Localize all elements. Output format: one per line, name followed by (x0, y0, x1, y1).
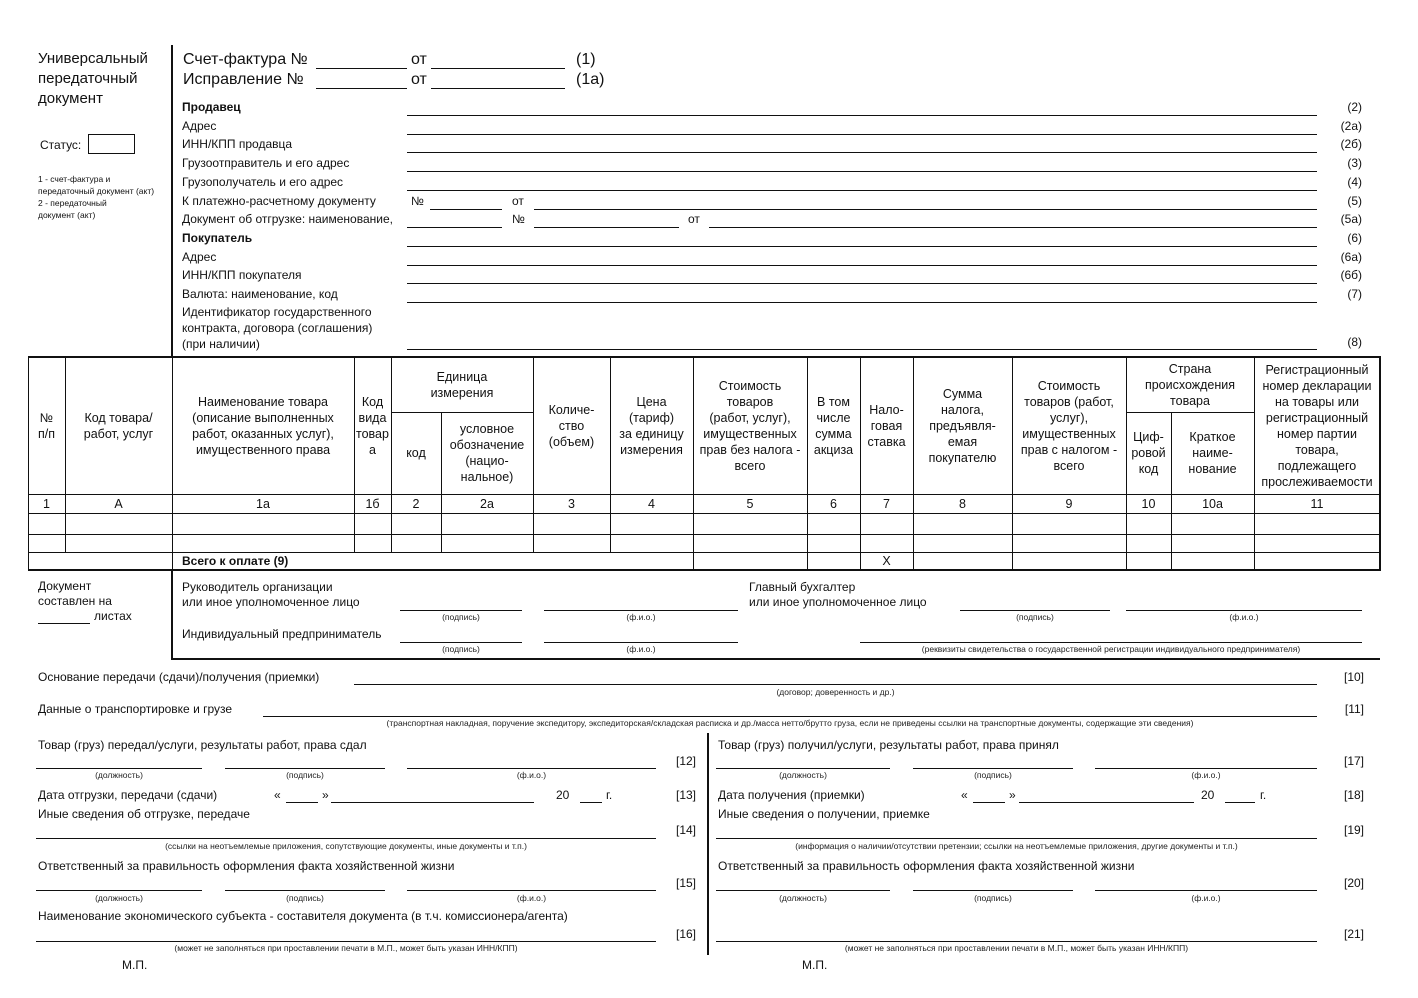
header-tax-rate: Нало- говая ставка (867, 402, 906, 449)
title-line: Универсальный (38, 50, 148, 67)
signatures-bottom-rule (171, 658, 1380, 660)
title-line: документ (38, 90, 103, 107)
hint: (ф.и.о.) (626, 612, 656, 622)
field-label: Грузоотправитель и его адрес (182, 156, 350, 171)
right-ref: [21] (1343, 927, 1364, 941)
basis-label: Основание передачи (сдачи)/получения (приемки) (38, 670, 320, 684)
hint: (реквизиты свидетельства о государственной регистрации индивидуального предпринимателя) (921, 644, 1301, 654)
field-input[interactable] (407, 171, 1317, 172)
header-cost-with-tax: Стоимость товаров (работ, услуг), имущественных прав с налогом - всего (1020, 378, 1118, 473)
year-prefix: 20 (556, 788, 570, 802)
field-input[interactable] (407, 283, 1317, 284)
left-day-field[interactable] (286, 802, 318, 803)
table-cell[interactable] (1172, 535, 1253, 551)
hint: (должность) (779, 893, 827, 903)
head-label (182, 580, 360, 610)
right-ref: [19] (1343, 823, 1364, 837)
table-cell[interactable] (1255, 514, 1379, 533)
correction-number-field[interactable] (316, 88, 407, 89)
ip-label: Индивидуальный предприниматель (182, 627, 382, 641)
from-label: от (512, 193, 524, 208)
shipment-doc-name-field[interactable] (407, 227, 502, 228)
quote-close: » (1009, 788, 1016, 802)
shipment-doc-date-field[interactable] (709, 227, 1317, 228)
table-cell[interactable] (355, 535, 390, 551)
table-cell[interactable] (173, 514, 353, 533)
sheets-count-field[interactable] (38, 611, 90, 624)
field-ref: (2а) (1340, 118, 1362, 133)
left-resp-label: Ответственный за правильность оформления факта хозяйственной жизни (38, 859, 455, 873)
left-ref: [14] (675, 823, 696, 837)
correction-ref: (1а) (576, 71, 605, 88)
signatures-divider (171, 570, 173, 660)
status-note-line: передаточный документ (акт) (38, 186, 155, 196)
head-sign-field[interactable] (400, 610, 522, 611)
table-cell[interactable] (534, 514, 609, 533)
left-ref: [16] (675, 927, 696, 941)
field-label: ИНН/КПП покупателя (182, 268, 302, 283)
field-label: Покупатель (182, 230, 253, 245)
header-product-name: Наименование товара (описание выполненных работ, оказанных услуг), имущественного права (192, 394, 334, 457)
table-cell[interactable] (694, 535, 806, 551)
right-other-field[interactable] (716, 838, 1317, 839)
table-cell[interactable] (1013, 514, 1125, 533)
table-cell[interactable] (392, 535, 440, 551)
year-suffix: г. (606, 788, 613, 802)
field-label: Валюта: наименование, код (182, 287, 338, 301)
header-quantity: Количе- ство (объем) (548, 402, 595, 449)
header-price: Цена (тариф) за единицу измерения (619, 394, 684, 457)
left-other-label: Иные сведения об отгрузке, передаче (38, 807, 250, 821)
left-ref: [13] (675, 788, 696, 802)
basis-field[interactable] (354, 684, 1317, 685)
right-resp-position-field[interactable] (716, 890, 890, 891)
year-prefix: 20 (1201, 788, 1215, 802)
chief-fio-field[interactable] (1126, 610, 1362, 611)
gov-id-ref: (8) (1347, 335, 1362, 349)
left-other-field[interactable] (36, 838, 656, 839)
table-cell[interactable] (442, 535, 532, 551)
table-cell[interactable] (392, 514, 440, 533)
field-label: ИНН/КПП продавца (182, 137, 293, 152)
status-input[interactable] (88, 134, 135, 154)
table-cell[interactable] (66, 514, 171, 533)
invoice-number-field[interactable] (316, 68, 407, 69)
column-number: 1б (365, 496, 380, 511)
right-ref: [18] (1343, 788, 1364, 802)
status-note (38, 173, 154, 221)
transport-ref: [11] (1344, 702, 1364, 716)
column-number: 4 (648, 496, 655, 511)
field-ref: (2) (1347, 100, 1362, 114)
chief-sign-field[interactable] (960, 610, 1110, 611)
quote-open: « (274, 788, 281, 802)
field-ref: (6а) (1340, 249, 1362, 264)
total-label: Всего к оплате (9) (182, 554, 289, 568)
field-label: Грузополучатель и его адрес (182, 174, 344, 189)
left-month-field[interactable] (331, 802, 534, 803)
right-other-label: Иные сведения о получении, приемке (718, 807, 930, 821)
transport-label: Данные о транспортировке и грузе (38, 702, 233, 716)
stamp-place: М.П. (122, 958, 148, 972)
table-rule (1171, 552, 1172, 570)
table-rule (1012, 552, 1013, 570)
header-excise: В том числе сумма акциза (813, 394, 854, 457)
table-rule (1380, 552, 1381, 570)
table-cell[interactable] (861, 514, 912, 533)
ip-sign-field[interactable] (400, 642, 522, 643)
header-product-code: Код товара/ работ, услуг (83, 410, 154, 441)
gov-id-line: Идентификатор государственного (182, 305, 372, 319)
table-rule (913, 552, 914, 570)
left-handed-label: Товар (груз) передал/услуги, результаты работ, права сдал (38, 738, 367, 752)
header-country-name: Краткое наиме- нование (1188, 430, 1237, 476)
field-ref: (7) (1347, 287, 1362, 301)
doc-title (38, 50, 148, 108)
doc-sheets-row (38, 609, 132, 624)
right-fio-field[interactable] (1095, 768, 1317, 769)
left-resp-sign-field[interactable] (225, 890, 385, 891)
table-rule (1126, 552, 1127, 570)
right-resp-label: Ответственный за правильность оформления факта хозяйственной жизни (718, 859, 1135, 873)
header-registration-number: Регистрационный номер декларации на товары или регистрационный номер партии товара, подлежащего прослеживаемости (1261, 362, 1373, 489)
table-rule (28, 552, 29, 570)
hint: (транспортная накладная, поручение экспедитору, экспедиторская/складская расписка и др./масса нетто/брутто груза, если не приведены ссылки на транспортные документы, содержащие эти сведения) (386, 718, 1194, 728)
table-rule (172, 552, 173, 570)
column-number: 5 (746, 496, 754, 511)
field-label: Документ об отгрузке: наименование, (182, 212, 393, 227)
year-suffix: г. (1260, 788, 1267, 802)
column-number: 9 (1065, 496, 1073, 511)
column-number: А (114, 496, 123, 511)
header-row-number: № п/п (37, 410, 55, 441)
doc-sheets (38, 579, 132, 624)
hint: (ф.и.о.) (1191, 770, 1221, 780)
invoice-date-field[interactable] (431, 68, 565, 69)
hint: (подпись) (286, 770, 324, 780)
right-resp-sign-field[interactable] (913, 890, 1073, 891)
left-entity-field[interactable] (36, 941, 656, 942)
hint: (подпись) (286, 893, 324, 903)
correction-date-field[interactable] (431, 88, 565, 89)
field-input[interactable] (407, 302, 1317, 303)
table-rule (693, 552, 694, 570)
header-unit-name: условное обозначение (нацио- нальное) (449, 422, 525, 484)
table-rule (1254, 552, 1255, 570)
correction-label: Исправление № (183, 71, 304, 88)
chief-line: Главный бухгалтер (749, 580, 856, 594)
hint: (ф.и.о.) (626, 644, 656, 654)
hint: (подпись) (442, 612, 480, 622)
number-sign: № (411, 193, 424, 208)
column-number: 3 (568, 496, 575, 511)
stamp-place: М.П. (802, 958, 828, 972)
right-month-field[interactable] (1019, 802, 1194, 803)
header-unit: Единица измерения (430, 369, 494, 400)
table-cell[interactable] (611, 514, 692, 533)
field-ref: (6) (1347, 230, 1362, 245)
hint: (информация о наличии/отсутствии претензии; ссылки на неотъемлемые приложения, другие документы и т.п.) (795, 841, 1238, 851)
table-cell[interactable] (808, 514, 859, 533)
header-country-code: Циф- ровой код (1131, 430, 1166, 476)
transport-field[interactable] (263, 716, 1317, 717)
hint: (ссылки на неотъемлемые приложения, сопутствующие документы, иные документы и т.п.) (165, 841, 527, 851)
bottom-divider (707, 733, 709, 955)
head-fio-field[interactable] (544, 610, 738, 611)
hint: (может не заполняться при проставлении печати в М.П., может быть указан ИНН/КПП) (174, 943, 518, 953)
table-cell[interactable] (29, 535, 64, 551)
gov-id-label (182, 304, 372, 352)
header-country: Страна происхождения товара (1144, 361, 1236, 408)
left-position-field[interactable] (36, 768, 202, 769)
hint: (ф.и.о.) (516, 893, 547, 903)
payment-doc-date-field[interactable] (534, 209, 1317, 210)
table-cell[interactable] (173, 535, 353, 551)
hint: (договор; доверенность и др.) (776, 687, 895, 697)
hint: (подпись) (974, 893, 1012, 903)
hint: (ф.и.о.) (1229, 612, 1259, 622)
quote-close: » (322, 788, 329, 802)
header-unit-code: код (406, 446, 426, 460)
field-input[interactable] (407, 152, 1317, 153)
hint: (подпись) (1016, 612, 1054, 622)
column-number: 10 (1141, 496, 1156, 511)
field-input[interactable] (407, 246, 1317, 247)
left-fio-field[interactable] (407, 768, 656, 769)
field-ref: (4) (1347, 174, 1362, 189)
field-label: Адрес (182, 249, 217, 264)
table-cell[interactable] (694, 514, 806, 533)
payment-doc-number-field[interactable] (430, 209, 502, 210)
left-date-label: Дата отгрузки, передачи (сдачи) (38, 788, 218, 802)
head-line: Руководитель организации (182, 580, 333, 594)
gov-id-line: (при наличии) (182, 337, 260, 351)
column-number: 6 (830, 496, 837, 511)
column-number: 8 (959, 496, 966, 511)
hint: (подпись) (974, 770, 1012, 780)
hint: (должность) (95, 770, 143, 780)
table-cell[interactable] (355, 514, 390, 533)
gov-id-line: контракта, договора (соглашения) (182, 321, 373, 335)
hint: (подпись) (442, 644, 480, 654)
table-cell[interactable] (808, 535, 859, 551)
hint: (должность) (779, 770, 827, 780)
field-ref: (2б) (1340, 137, 1362, 152)
left-ref: [15] (675, 876, 696, 890)
ip-fio-field[interactable] (544, 642, 738, 643)
left-resp-fio-field[interactable] (407, 890, 656, 891)
invoice-ref: (1) (576, 51, 596, 68)
column-number: 2 (412, 496, 420, 511)
table-cell[interactable] (1127, 535, 1170, 551)
status-label: Статус: (40, 138, 82, 152)
right-day-field[interactable] (973, 802, 1005, 803)
field-ref: (5) (1347, 193, 1362, 208)
gov-id-field[interactable] (407, 349, 1317, 350)
status-note-line: 1 - счет-фактура и (38, 174, 111, 184)
left-sign-field[interactable] (225, 768, 385, 769)
table-bottom-rule (28, 569, 1381, 571)
right-ref: [20] (1343, 876, 1364, 890)
hint: (может не заполняться при проставлении печати в М.П., может быть указан ИНН/КПП) (844, 943, 1189, 953)
field-ref: (6б) (1340, 268, 1362, 283)
status-note-line: 2 - передаточный (38, 198, 107, 208)
table-cell[interactable] (914, 514, 1011, 533)
table-cell[interactable] (1127, 514, 1170, 533)
table-rule (807, 552, 808, 570)
head-line: или иное уполномоченное лицо (182, 595, 360, 609)
table-cell[interactable] (442, 514, 532, 533)
header-tax-amount: Сумма налога, предъявля- емая покупателю (928, 386, 997, 465)
hint: (ф.и.о.) (1191, 893, 1221, 903)
from-label: от (688, 212, 700, 227)
right-resp-fio-field[interactable] (1095, 890, 1317, 891)
doc-sheets-line: листах (94, 609, 132, 623)
table-cell[interactable] (1172, 514, 1253, 533)
hint: (ф.и.о.) (516, 770, 547, 780)
column-number: 7 (883, 496, 890, 511)
total-excise-x: X (882, 554, 891, 568)
right-handed-label: Товар (груз) получил/услуги, результаты работ, права принял (718, 738, 1059, 752)
column-number: 1 (43, 496, 50, 511)
ip-requisites-field[interactable] (860, 642, 1362, 643)
field-label: Продавец (182, 100, 241, 114)
column-number: 11 (1310, 496, 1324, 511)
table-cell[interactable] (66, 535, 171, 551)
table-cell[interactable] (861, 535, 912, 551)
table-cell[interactable] (29, 514, 64, 533)
column-number: 10а (1202, 496, 1223, 511)
title-line: передаточный (38, 70, 138, 87)
field-input[interactable] (407, 265, 1317, 266)
right-sign-field[interactable] (913, 768, 1073, 769)
right-ref: [17] (1343, 754, 1364, 768)
chief-label (749, 580, 927, 610)
table-cell[interactable] (534, 535, 609, 551)
left-resp-position-field[interactable] (36, 890, 202, 891)
right-entity-field[interactable] (716, 941, 1317, 942)
hint: (должность) (95, 893, 143, 903)
header-divider (171, 45, 173, 357)
left-entity-label: Наименование экономического субъекта - составителя документа (в т.ч. комиссионера/агента) (38, 909, 568, 923)
correction-from-label: от (411, 71, 427, 88)
invoice-from-label: от (411, 51, 427, 68)
shipment-doc-number-field[interactable] (534, 227, 679, 228)
field-label: Адрес (182, 118, 217, 133)
right-position-field[interactable] (716, 768, 890, 769)
table-cell[interactable] (914, 535, 1011, 551)
field-label: К платежно-расчетному документу (182, 193, 376, 208)
field-input[interactable] (407, 115, 1317, 116)
table-cell[interactable] (1255, 535, 1379, 551)
field-ref: (5а) (1340, 212, 1362, 227)
header-cost-without-tax: Стоимость товаров (работ, услуг), имущественных прав без налога - всего (699, 378, 801, 473)
number-sign: № (512, 212, 525, 227)
right-year-field[interactable] (1225, 802, 1255, 803)
basis-ref: [10] (1343, 670, 1364, 684)
chief-line: или иное уполномоченное лицо (749, 595, 927, 609)
quote-open: « (961, 788, 968, 802)
left-ref: [12] (675, 754, 696, 768)
column-number: 1а (256, 496, 270, 511)
column-number: 2а (480, 496, 494, 511)
doc-sheets-line: составлен на (38, 594, 112, 608)
status-note-line: документ (акт) (38, 210, 96, 220)
field-ref: (3) (1347, 156, 1362, 171)
invoice-label: Счет-фактура № (183, 51, 308, 68)
field-input[interactable] (407, 190, 1317, 191)
doc-sheets-line: Документ (38, 579, 92, 593)
field-input[interactable] (407, 134, 1317, 135)
table-cell[interactable] (611, 535, 692, 551)
header-product-type-code: Код вида товар а (356, 394, 389, 457)
table-cell[interactable] (1013, 535, 1125, 551)
right-date-label: Дата получения (приемки) (718, 788, 865, 802)
table-rule (28, 552, 1380, 553)
left-year-field[interactable] (580, 802, 602, 803)
